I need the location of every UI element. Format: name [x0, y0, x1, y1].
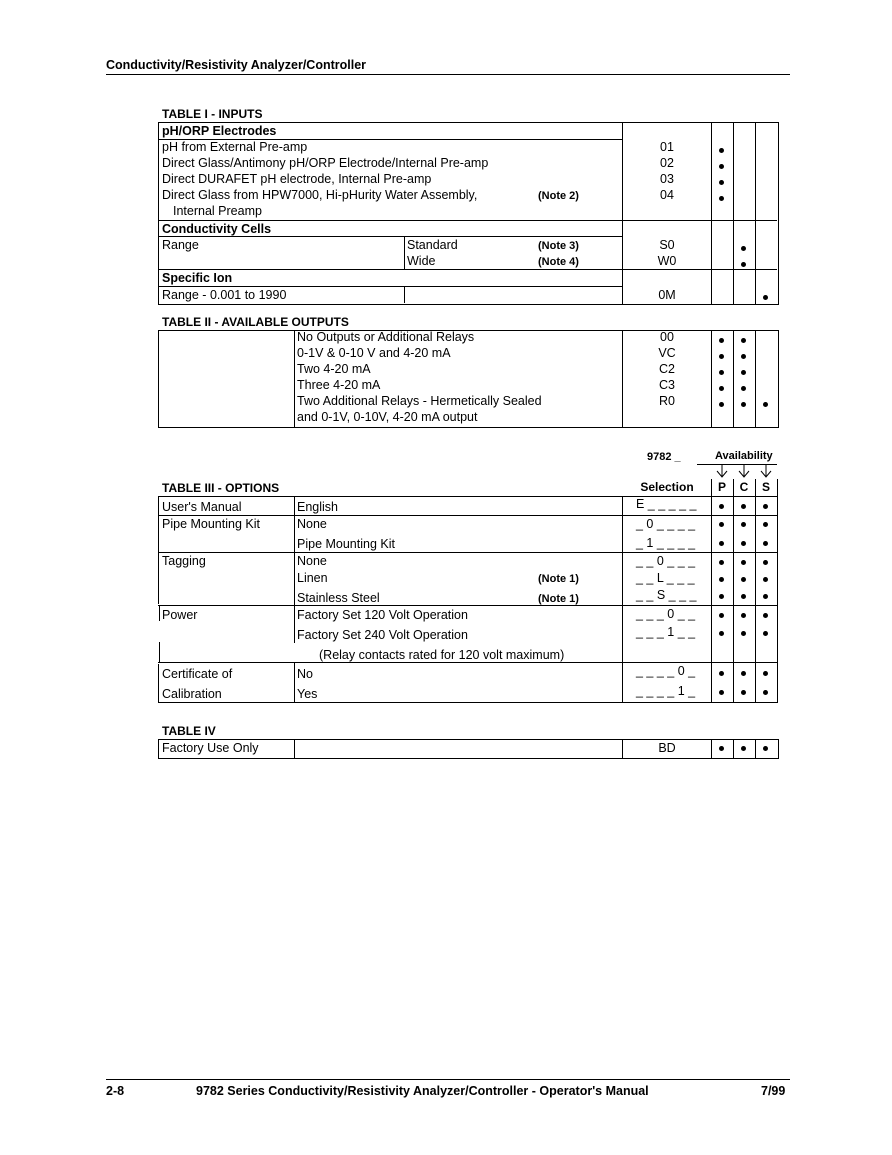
selection-header: Selection: [640, 480, 694, 494]
page-number: 2-8: [106, 1084, 125, 1098]
availability-dot: [741, 386, 746, 391]
availability-dot: [763, 504, 768, 509]
availability-dot: [741, 354, 746, 359]
t3-line: [159, 605, 160, 621]
availability-dot: [719, 370, 724, 375]
note-ref: (Note 2): [538, 190, 579, 202]
output-label: 0-1V & 0-10 V and 4-20 mA: [297, 346, 451, 360]
selection-code: 03: [660, 172, 674, 186]
selection-code: VC: [658, 346, 676, 360]
output-label: Two 4-20 mA: [297, 362, 371, 376]
t3-line: [158, 664, 159, 703]
t3-line: [777, 479, 778, 496]
availability-dot: [719, 164, 724, 169]
selection-code: 04: [660, 188, 674, 202]
note-ref: (Note 3): [538, 240, 579, 252]
t3-line: [158, 702, 778, 703]
availability-dot: [719, 631, 724, 636]
ph-row-label: Direct Glass from HPW7000, Hi-pHurity Water Assembly,: [162, 188, 478, 202]
table4-title: TABLE IV: [162, 724, 216, 738]
tagging-value: Linen: [297, 571, 328, 585]
selection-code: C2: [659, 362, 675, 376]
availability-dot: [719, 522, 724, 527]
selection-code: BD: [658, 741, 676, 755]
selection-code: _ _ S _ _ _: [636, 588, 697, 602]
availability-dot: [741, 370, 746, 375]
t2-line: [733, 330, 734, 427]
cert-value: Yes: [297, 687, 318, 701]
cond-range-label: Range: [162, 238, 199, 252]
selection-code: _ _ _ 1 _ _: [636, 625, 696, 639]
availability-dot: [741, 560, 746, 565]
availability-dot: [741, 522, 746, 527]
ph-row-label-cont: Internal Preamp: [173, 204, 262, 218]
tagging-value: Stainless Steel: [297, 591, 380, 605]
availability-dot: [719, 504, 724, 509]
selection-code: E _ _ _ _ _: [636, 497, 697, 511]
model-number: 9782 _: [647, 451, 681, 463]
availability-dot: [719, 613, 724, 618]
selection-code: R0: [659, 394, 675, 408]
manual-value: English: [297, 500, 338, 514]
availability-dot: [719, 746, 724, 751]
power-label: Power: [162, 608, 198, 622]
footer-date: 7/99: [761, 1084, 786, 1098]
t3-line: [159, 642, 160, 662]
t1-col-p: [711, 122, 712, 304]
ph-section-label: pH/ORP Electrodes: [162, 124, 277, 138]
header-rule: [106, 74, 790, 75]
availability-dot: [719, 560, 724, 565]
pipe-label: Pipe Mounting Kit: [162, 517, 260, 531]
output-label: Two Additional Relays - Hermetically Sealed: [297, 394, 542, 408]
availability-dot: [741, 577, 746, 582]
selection-code: 01: [660, 140, 674, 154]
t2-line: [711, 330, 712, 427]
selection-code: _ _ 0 _ _ _: [636, 554, 696, 568]
output-label-cont: and 0-1V, 0-10V, 4-20 mA output: [297, 410, 478, 424]
cert-value: No: [297, 667, 313, 681]
t2-line: [755, 330, 756, 427]
availability-dot: [763, 577, 768, 582]
availability-dot: [719, 148, 724, 153]
t3-line: [622, 496, 623, 703]
availability-dot: [719, 196, 724, 201]
arrow-down-icon: [760, 465, 772, 479]
footer-title: 9782 Series Conductivity/Resistivity Analyzer/Controller - Operator's Manual: [196, 1084, 649, 1098]
manual-label: User's Manual: [162, 500, 242, 514]
factory-use-label: Factory Use Only: [162, 741, 259, 755]
t1-line: [404, 286, 405, 303]
availability-dot: [741, 594, 746, 599]
selection-code: 02: [660, 156, 674, 170]
table1-title: TABLE I - INPUTS: [162, 107, 263, 121]
availability-dot: [719, 671, 724, 676]
availability-dot: [763, 631, 768, 636]
arrow-down-icon: [738, 465, 750, 479]
relay-note: (Relay contacts rated for 120 volt maximum): [319, 648, 565, 662]
availability-dot: [741, 262, 746, 267]
availability-dot: [741, 690, 746, 695]
t3-line: [755, 496, 756, 703]
t3-line: [777, 496, 778, 703]
note-ref: (Note 4): [538, 256, 579, 268]
t4-line: [755, 739, 756, 758]
availability-dot: [719, 354, 724, 359]
availability-dot: [741, 613, 746, 618]
availability-dot: [741, 504, 746, 509]
ph-row-label: Direct DURAFET pH electrode, Internal Pre-amp: [162, 172, 432, 186]
availability-dot: [741, 631, 746, 636]
availability-dot: [763, 690, 768, 695]
col-c-header: C: [739, 480, 749, 494]
selection-code: _ 0 _ _ _ _: [636, 517, 696, 531]
availability-dot: [763, 594, 768, 599]
availability-dot: [719, 338, 724, 343]
col-s-header: S: [761, 480, 770, 494]
selection-code: W0: [657, 254, 677, 268]
selection-code: _ _ _ 0 _ _: [636, 607, 696, 621]
ph-row-label: Direct Glass/Antimony pH/ORP Electrode/Internal Pre-amp: [162, 156, 489, 170]
tagging-value: None: [297, 554, 327, 568]
availability-dot: [763, 746, 768, 751]
availability-dot: [741, 746, 746, 751]
cond-option: Standard: [407, 238, 458, 252]
availability-dot: [741, 671, 746, 676]
t3-line: [158, 496, 159, 604]
cond-section-label: Conductivity Cells: [162, 222, 272, 236]
availability-dot: [741, 338, 746, 343]
t1-line: [158, 269, 777, 270]
availability-dot: [763, 613, 768, 618]
availability-heading: Availability: [715, 450, 773, 462]
availability-dot: [763, 560, 768, 565]
availability-dot: [741, 402, 746, 407]
col-p-header: P: [717, 480, 726, 494]
t3-line: [158, 552, 778, 553]
t3-line: [711, 496, 712, 703]
note-ref: (Note 1): [538, 593, 579, 605]
table2-title: TABLE II - AVAILABLE OUTPUTS: [162, 315, 349, 329]
power-value: Factory Set 240 Volt Operation: [297, 628, 468, 642]
page-header: Conductivity/Resistivity Analyzer/Controller: [106, 58, 367, 72]
selection-code: _ _ L _ _ _: [636, 571, 695, 585]
ion-range-label: Range - 0.001 to 1990: [162, 288, 287, 302]
availability-dot: [763, 541, 768, 546]
cond-option: Wide: [407, 254, 436, 268]
selection-code: _ _ _ _ 0 _: [636, 664, 696, 678]
cert-label-cont: Calibration: [162, 687, 222, 701]
output-label: No Outputs or Additional Relays: [297, 330, 475, 344]
selection-code: S0: [659, 238, 675, 252]
t1-col-c: [733, 122, 734, 304]
t1-col-s: [755, 122, 756, 304]
selection-code: _ _ _ _ 1 _: [636, 684, 696, 698]
t3-line: [711, 479, 712, 496]
ion-section-label: Specific Ion: [162, 271, 233, 285]
t1-line: [404, 236, 405, 269]
availability-dot: [719, 594, 724, 599]
table3-title: TABLE III - OPTIONS: [162, 481, 280, 495]
t3-line: [158, 605, 778, 606]
availability-dot: [741, 541, 746, 546]
pipe-value: None: [297, 517, 327, 531]
availability-dot: [763, 522, 768, 527]
arrow-down-icon: [716, 465, 728, 479]
t3-line: [294, 496, 295, 643]
availability-dot: [719, 180, 724, 185]
footer-rule: [106, 1079, 790, 1080]
t3-line: [755, 479, 756, 496]
availability-dot: [763, 402, 768, 407]
availability-dot: [719, 690, 724, 695]
t1-line: [158, 220, 777, 221]
selection-code: _ 1 _ _ _ _: [636, 536, 696, 550]
t2-line: [294, 330, 295, 427]
t3-line: [158, 515, 778, 516]
power-value: Factory Set 120 Volt Operation: [297, 608, 468, 622]
selection-code: 00: [660, 330, 674, 344]
availability-dot: [719, 386, 724, 391]
t1-line: [158, 286, 622, 287]
t3-line: [733, 479, 734, 496]
cert-label: Certificate of: [162, 667, 233, 681]
availability-dot: [763, 671, 768, 676]
availability-dot: [719, 577, 724, 582]
t1-line: [158, 236, 622, 237]
availability-dot: [763, 295, 768, 300]
t4-line: [294, 739, 295, 758]
ph-row-label: pH from External Pre-amp: [162, 140, 308, 154]
availability-dot: [719, 402, 724, 407]
tagging-label: Tagging: [162, 554, 206, 568]
availability-dot: [741, 246, 746, 251]
t3-line: [733, 496, 734, 703]
pipe-value: Pipe Mounting Kit: [297, 537, 395, 551]
t4-line: [711, 739, 712, 758]
selection-code: C3: [659, 378, 675, 392]
note-ref: (Note 1): [538, 573, 579, 585]
t3-line: [158, 662, 778, 663]
availability-dot: [719, 541, 724, 546]
t4-line: [733, 739, 734, 758]
output-label: Three 4-20 mA: [297, 378, 381, 392]
selection-code: 0M: [658, 288, 676, 302]
t3-line: [294, 662, 295, 703]
